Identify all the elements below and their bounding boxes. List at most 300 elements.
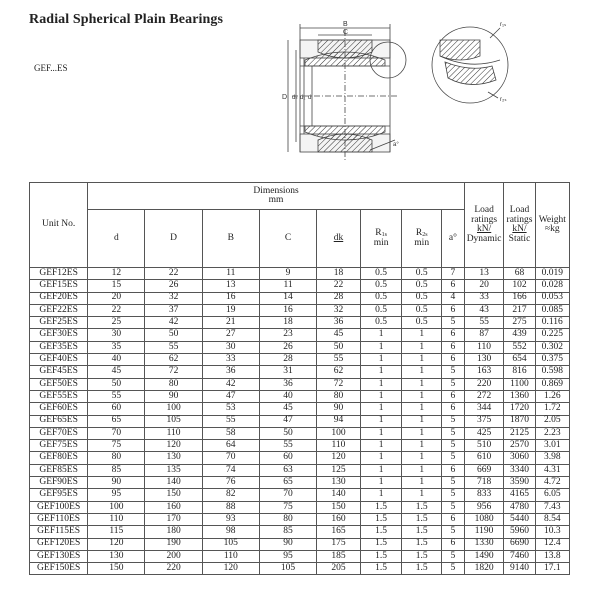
table-cell: 4780 <box>504 501 535 513</box>
table-cell: 1 <box>402 390 442 402</box>
table-cell: 72 <box>317 378 361 390</box>
table-cell: 3.01 <box>535 440 569 452</box>
table-cell: 150 <box>88 563 145 575</box>
table-cell: 22 <box>145 268 202 280</box>
col-C: C <box>259 210 316 268</box>
table-cell: 7.43 <box>535 501 569 513</box>
col-dk: dk <box>317 210 361 268</box>
load-st-line2: ratings <box>506 214 533 225</box>
table-cell: GEF55ES <box>30 390 88 402</box>
table-row <box>30 354 570 366</box>
table-cell: 275 <box>504 317 535 329</box>
load-dyn-unit: kN/ <box>476 224 492 234</box>
dimensions-title: Dimensions <box>253 185 299 196</box>
dim-b-label: B <box>343 21 348 28</box>
table-cell: 70 <box>259 489 316 501</box>
table-cell: 0.225 <box>535 329 569 341</box>
table-cell: 20 <box>88 292 145 304</box>
table-cell: 6690 <box>504 538 535 550</box>
table-cell: 4165 <box>504 489 535 501</box>
table-cell: GEF45ES <box>30 366 88 378</box>
table-row <box>30 341 570 353</box>
table-cell: 36 <box>317 317 361 329</box>
table-cell: 956 <box>464 501 504 513</box>
table-cell: 90 <box>259 538 316 550</box>
table-cell: 0.5 <box>360 292 402 304</box>
table-cell: 65 <box>259 477 316 489</box>
table-cell: 0.5 <box>360 317 402 329</box>
table-cell: 110 <box>202 550 259 562</box>
table-cell: 120 <box>88 538 145 550</box>
table-cell: 0.5 <box>402 280 442 292</box>
table-cell: 11 <box>202 268 259 280</box>
table-cell: 610 <box>464 452 504 464</box>
table-cell: 150 <box>145 489 202 501</box>
col-r2s <box>402 210 442 268</box>
table-cell: 135 <box>145 464 202 476</box>
table-cell: 53 <box>202 403 259 415</box>
table-cell: 4.72 <box>535 477 569 489</box>
table-cell: GEF75ES <box>30 440 88 452</box>
table-cell: 1.5 <box>402 550 442 562</box>
table-cell: 85 <box>88 464 145 476</box>
table-row <box>30 464 570 476</box>
table-cell: 375 <box>464 415 504 427</box>
col-r1s <box>360 210 402 268</box>
table-cell: 60 <box>88 403 145 415</box>
table-cell: 4 <box>441 292 464 304</box>
table-cell: 552 <box>504 341 535 353</box>
table-cell: 40 <box>88 354 145 366</box>
table-cell: 68 <box>504 268 535 280</box>
table-cell: 82 <box>202 489 259 501</box>
table-cell: GEF30ES <box>30 329 88 341</box>
table-row <box>30 390 570 402</box>
table-cell: 42 <box>202 378 259 390</box>
table-cell: 0.028 <box>535 280 569 292</box>
table-cell: 80 <box>88 452 145 464</box>
table-cell: 0.302 <box>535 341 569 353</box>
table-cell: 0.375 <box>535 354 569 366</box>
table-cell: 3590 <box>504 477 535 489</box>
table-cell: 3060 <box>504 452 535 464</box>
table-cell: 85 <box>259 526 316 538</box>
table-cell: 105 <box>202 538 259 550</box>
table-cell: 170 <box>145 513 202 525</box>
table-cell: 98 <box>202 526 259 538</box>
table-cell: 14 <box>259 292 316 304</box>
table-cell: 344 <box>464 403 504 415</box>
table-cell: 0.5 <box>402 268 442 280</box>
table-cell: 1 <box>360 489 402 501</box>
weight-unit: ≈kg <box>544 224 560 234</box>
table-cell: 1 <box>360 452 402 464</box>
table-cell: 12 <box>88 268 145 280</box>
table-cell: 120 <box>317 452 361 464</box>
table-cell: 110 <box>464 341 504 353</box>
table-cell: 36 <box>259 378 316 390</box>
table-cell: 2.23 <box>535 427 569 439</box>
table-cell: 10.3 <box>535 526 569 538</box>
table-cell: 11 <box>259 280 316 292</box>
table-cell: GEF150ES <box>30 563 88 575</box>
table-row <box>30 513 570 525</box>
table-cell: 1490 <box>464 550 504 562</box>
table-cell: 45 <box>317 329 361 341</box>
load-dyn-type: Dynamic <box>466 233 502 244</box>
table-cell: 50 <box>145 329 202 341</box>
table-cell: 70 <box>88 427 145 439</box>
r2s-unit: min <box>414 237 430 248</box>
table-cell: 5440 <box>504 513 535 525</box>
r1s-sub: 1s <box>381 232 387 238</box>
table-cell: GEF90ES <box>30 477 88 489</box>
table-cell: 1 <box>402 427 442 439</box>
table-cell: 217 <box>504 304 535 316</box>
dim-dk-label: dₖ <box>292 95 298 101</box>
table-cell: 185 <box>317 550 361 562</box>
table-cell: 1.5 <box>360 538 402 550</box>
table-cell: 7 <box>441 268 464 280</box>
table-cell: 15 <box>88 280 145 292</box>
table-cell: 33 <box>202 354 259 366</box>
table-cell: 55 <box>317 354 361 366</box>
table-cell: 510 <box>464 440 504 452</box>
table-cell: 36 <box>202 366 259 378</box>
table-row <box>30 304 570 316</box>
table-cell: 1 <box>402 366 442 378</box>
table-cell: 5960 <box>504 526 535 538</box>
table-cell: 1 <box>402 341 442 353</box>
table-cell: 50 <box>259 427 316 439</box>
table-cell: 272 <box>464 390 504 402</box>
table-cell: 105 <box>259 563 316 575</box>
table-cell: 120 <box>202 563 259 575</box>
table-cell: 140 <box>317 489 361 501</box>
table-cell: 88 <box>202 501 259 513</box>
table-cell: 220 <box>464 378 504 390</box>
table-cell: 115 <box>88 526 145 538</box>
table-cell: 5 <box>441 563 464 575</box>
table-cell: 160 <box>145 501 202 513</box>
table-row <box>30 329 570 341</box>
table-cell: 28 <box>317 292 361 304</box>
table-cell: 1100 <box>504 378 535 390</box>
table-cell: 1870 <box>504 415 535 427</box>
angle-label: a° <box>393 142 399 148</box>
table-cell: 90 <box>317 403 361 415</box>
table-cell: GEF15ES <box>30 280 88 292</box>
detail-view <box>432 27 508 103</box>
table-cell: 130 <box>464 354 504 366</box>
table-cell: 160 <box>317 513 361 525</box>
r2s-main: R <box>415 228 423 238</box>
table-cell: 1.5 <box>360 513 402 525</box>
r2s-label: r₂ₛ <box>500 97 507 103</box>
table-cell: 140 <box>145 477 202 489</box>
table-cell: 1.5 <box>402 538 442 550</box>
table-cell: 47 <box>202 390 259 402</box>
table-cell: 180 <box>145 526 202 538</box>
table-cell: 47 <box>259 415 316 427</box>
table-cell: 65 <box>88 415 145 427</box>
table-cell: GEF95ES <box>30 489 88 501</box>
table-cell: 17.1 <box>535 563 569 575</box>
table-cell: 12.4 <box>535 538 569 550</box>
table-cell: 13 <box>464 268 504 280</box>
table-cell: 0.085 <box>535 304 569 316</box>
table-cell: 55 <box>88 390 145 402</box>
table-cell: GEF100ES <box>30 501 88 513</box>
table-cell: 22 <box>88 304 145 316</box>
table-cell: GEF12ES <box>30 268 88 280</box>
table-cell: 8.54 <box>535 513 569 525</box>
table-row <box>30 268 570 280</box>
table-cell: 32 <box>317 304 361 316</box>
table-cell: 1 <box>360 390 402 402</box>
table-cell: 0.5 <box>360 268 402 280</box>
table-cell: GEF80ES <box>30 452 88 464</box>
table-cell: 55 <box>145 341 202 353</box>
table-cell: 80 <box>145 378 202 390</box>
table-cell: GEF65ES <box>30 415 88 427</box>
table-cell: 1.26 <box>535 390 569 402</box>
col-d: d <box>88 210 145 268</box>
table-cell: 80 <box>259 513 316 525</box>
table-row <box>30 378 570 390</box>
bearing-spec-table <box>29 182 570 575</box>
dim-d1-label: d₁ <box>300 95 306 101</box>
table-cell: GEF130ES <box>30 550 88 562</box>
table-cell: 94 <box>317 415 361 427</box>
table-cell: 3340 <box>504 464 535 476</box>
table-row <box>30 526 570 538</box>
table-cell: 90 <box>145 390 202 402</box>
table-row <box>30 427 570 439</box>
table-cell: GEF85ES <box>30 464 88 476</box>
table-cell: 1 <box>360 415 402 427</box>
table-cell: GEF60ES <box>30 403 88 415</box>
r1s-unit: min <box>373 237 389 248</box>
table-cell: 2.05 <box>535 415 569 427</box>
table-cell: 0.5 <box>402 317 442 329</box>
table-cell: 150 <box>317 501 361 513</box>
r1s-label: r₁ₛ <box>500 22 507 28</box>
table-cell: 30 <box>88 329 145 341</box>
table-cell: 110 <box>317 440 361 452</box>
table-cell: 0.5 <box>402 304 442 316</box>
col-unit-no: Unit No. <box>30 183 88 268</box>
table-cell: 62 <box>317 366 361 378</box>
table-cell: 425 <box>464 427 504 439</box>
table-cell: 1.5 <box>360 563 402 575</box>
col-weight <box>535 183 569 268</box>
table-cell: 5 <box>441 501 464 513</box>
table-cell: 93 <box>202 513 259 525</box>
page-title: Radial Spherical Plain Bearings <box>29 12 224 27</box>
table-cell: 6 <box>441 341 464 353</box>
table-cell: 35 <box>88 341 145 353</box>
table-cell: 1.5 <box>360 501 402 513</box>
table-cell: 1 <box>360 427 402 439</box>
table-cell: 16 <box>202 292 259 304</box>
table-cell: 166 <box>504 292 535 304</box>
load-dyn-line2: ratings <box>471 214 498 225</box>
weight-line1: Weight <box>538 214 566 225</box>
col-angle: a° <box>441 210 464 268</box>
table-cell: 45 <box>259 403 316 415</box>
table-cell: 6 <box>441 304 464 316</box>
table-cell: 23 <box>259 329 316 341</box>
table-cell: 6 <box>441 538 464 550</box>
table-cell: GEF40ES <box>30 354 88 366</box>
table-cell: 21 <box>202 317 259 329</box>
table-cell: 1 <box>402 489 442 501</box>
table-cell: 1820 <box>464 563 504 575</box>
table-cell: 5 <box>441 317 464 329</box>
table-cell: 5 <box>441 427 464 439</box>
dim-d-label: d <box>308 95 312 101</box>
table-cell: 6.05 <box>535 489 569 501</box>
table-cell: 42 <box>145 317 202 329</box>
table-cell: 1 <box>402 378 442 390</box>
table-row <box>30 292 570 304</box>
table-cell: 1 <box>360 341 402 353</box>
table-cell: 60 <box>259 452 316 464</box>
table-cell: 1 <box>402 329 442 341</box>
col-B: B <box>202 210 259 268</box>
table-cell: 64 <box>202 440 259 452</box>
table-cell: 1.5 <box>402 501 442 513</box>
table-cell: 5 <box>441 489 464 501</box>
table-cell: 19 <box>202 304 259 316</box>
col-load-static <box>504 183 535 268</box>
table-cell: 220 <box>145 563 202 575</box>
table-cell: 0.5 <box>360 304 402 316</box>
table-cell: 16 <box>259 304 316 316</box>
table-cell: 72 <box>145 366 202 378</box>
table-row <box>30 489 570 501</box>
table-cell: 43 <box>464 304 504 316</box>
table-cell: 26 <box>145 280 202 292</box>
table-cell: 62 <box>145 354 202 366</box>
load-st-type: Static <box>508 233 531 244</box>
table-cell: 1330 <box>464 538 504 550</box>
table-cell: 1080 <box>464 513 504 525</box>
table-cell: 74 <box>202 464 259 476</box>
table-cell: 5 <box>441 550 464 562</box>
table-cell: 31 <box>259 366 316 378</box>
table-row <box>30 403 570 415</box>
table-cell: 6 <box>441 403 464 415</box>
table-cell: 55 <box>202 415 259 427</box>
r2s-sub: 2s <box>422 232 428 238</box>
table-cell: 105 <box>145 415 202 427</box>
table-cell: 6 <box>441 354 464 366</box>
table-row <box>30 415 570 427</box>
table-cell: 1 <box>360 378 402 390</box>
table-cell: 95 <box>88 489 145 501</box>
table-row <box>30 501 570 513</box>
table-cell: 102 <box>504 280 535 292</box>
table-cell: 0.5 <box>360 280 402 292</box>
table-cell: 5 <box>441 440 464 452</box>
table-cell: 0.869 <box>535 378 569 390</box>
table-cell: 70 <box>202 452 259 464</box>
table-cell: 1.5 <box>402 513 442 525</box>
table-cell: 130 <box>317 477 361 489</box>
table-cell: GEF110ES <box>30 513 88 525</box>
table-cell: 13.8 <box>535 550 569 562</box>
table-cell: 100 <box>145 403 202 415</box>
table-cell: 1.5 <box>360 550 402 562</box>
table-cell: GEF120ES <box>30 538 88 550</box>
table-cell: 100 <box>317 427 361 439</box>
table-row <box>30 440 570 452</box>
table-cell: 5 <box>441 452 464 464</box>
table-cell: 3.98 <box>535 452 569 464</box>
load-st-unit: kN/ <box>512 224 527 234</box>
table-cell: 5 <box>441 526 464 538</box>
table-cell: 18 <box>317 268 361 280</box>
dim-c-label: C <box>343 29 349 36</box>
table-cell: 669 <box>464 464 504 476</box>
table-cell: 5 <box>441 378 464 390</box>
table-cell: 5 <box>441 366 464 378</box>
table-cell: GEF35ES <box>30 341 88 353</box>
table-cell: 5 <box>441 415 464 427</box>
table-cell: 80 <box>317 390 361 402</box>
table-cell: 0.5 <box>402 292 442 304</box>
table-cell: GEF20ES <box>30 292 88 304</box>
table-cell: 50 <box>88 378 145 390</box>
col-load-dynamic <box>464 183 504 268</box>
table-cell: 75 <box>88 440 145 452</box>
table-cell: 1.5 <box>402 563 442 575</box>
table-cell: 1 <box>402 403 442 415</box>
table-cell: 1 <box>360 354 402 366</box>
table-cell: GEF22ES <box>30 304 88 316</box>
table-cell: 125 <box>317 464 361 476</box>
table-cell: 1 <box>402 415 442 427</box>
table-cell: 6 <box>441 280 464 292</box>
table-cell: 1.72 <box>535 403 569 415</box>
table-cell: 1 <box>402 452 442 464</box>
table-cell: GEF115ES <box>30 526 88 538</box>
table-cell: 0.019 <box>535 268 569 280</box>
table-cell: 816 <box>504 366 535 378</box>
col-D: D <box>145 210 202 268</box>
table-cell: 6 <box>441 329 464 341</box>
table-cell: GEF70ES <box>30 427 88 439</box>
col-dimensions <box>88 183 465 210</box>
table-cell: 654 <box>504 354 535 366</box>
table-cell: 110 <box>145 427 202 439</box>
table-cell: 50 <box>317 341 361 353</box>
table-cell: 200 <box>145 550 202 562</box>
table-cell: 7460 <box>504 550 535 562</box>
table-row <box>30 366 570 378</box>
section-view <box>288 24 406 160</box>
table-cell: 9 <box>259 268 316 280</box>
bearing-drawing <box>0 0 600 180</box>
table-cell: 58 <box>202 427 259 439</box>
table-cell: 1.5 <box>402 526 442 538</box>
table-cell: 0.053 <box>535 292 569 304</box>
table-cell: 30 <box>202 341 259 353</box>
table-body <box>30 268 570 575</box>
table-cell: 63 <box>259 464 316 476</box>
